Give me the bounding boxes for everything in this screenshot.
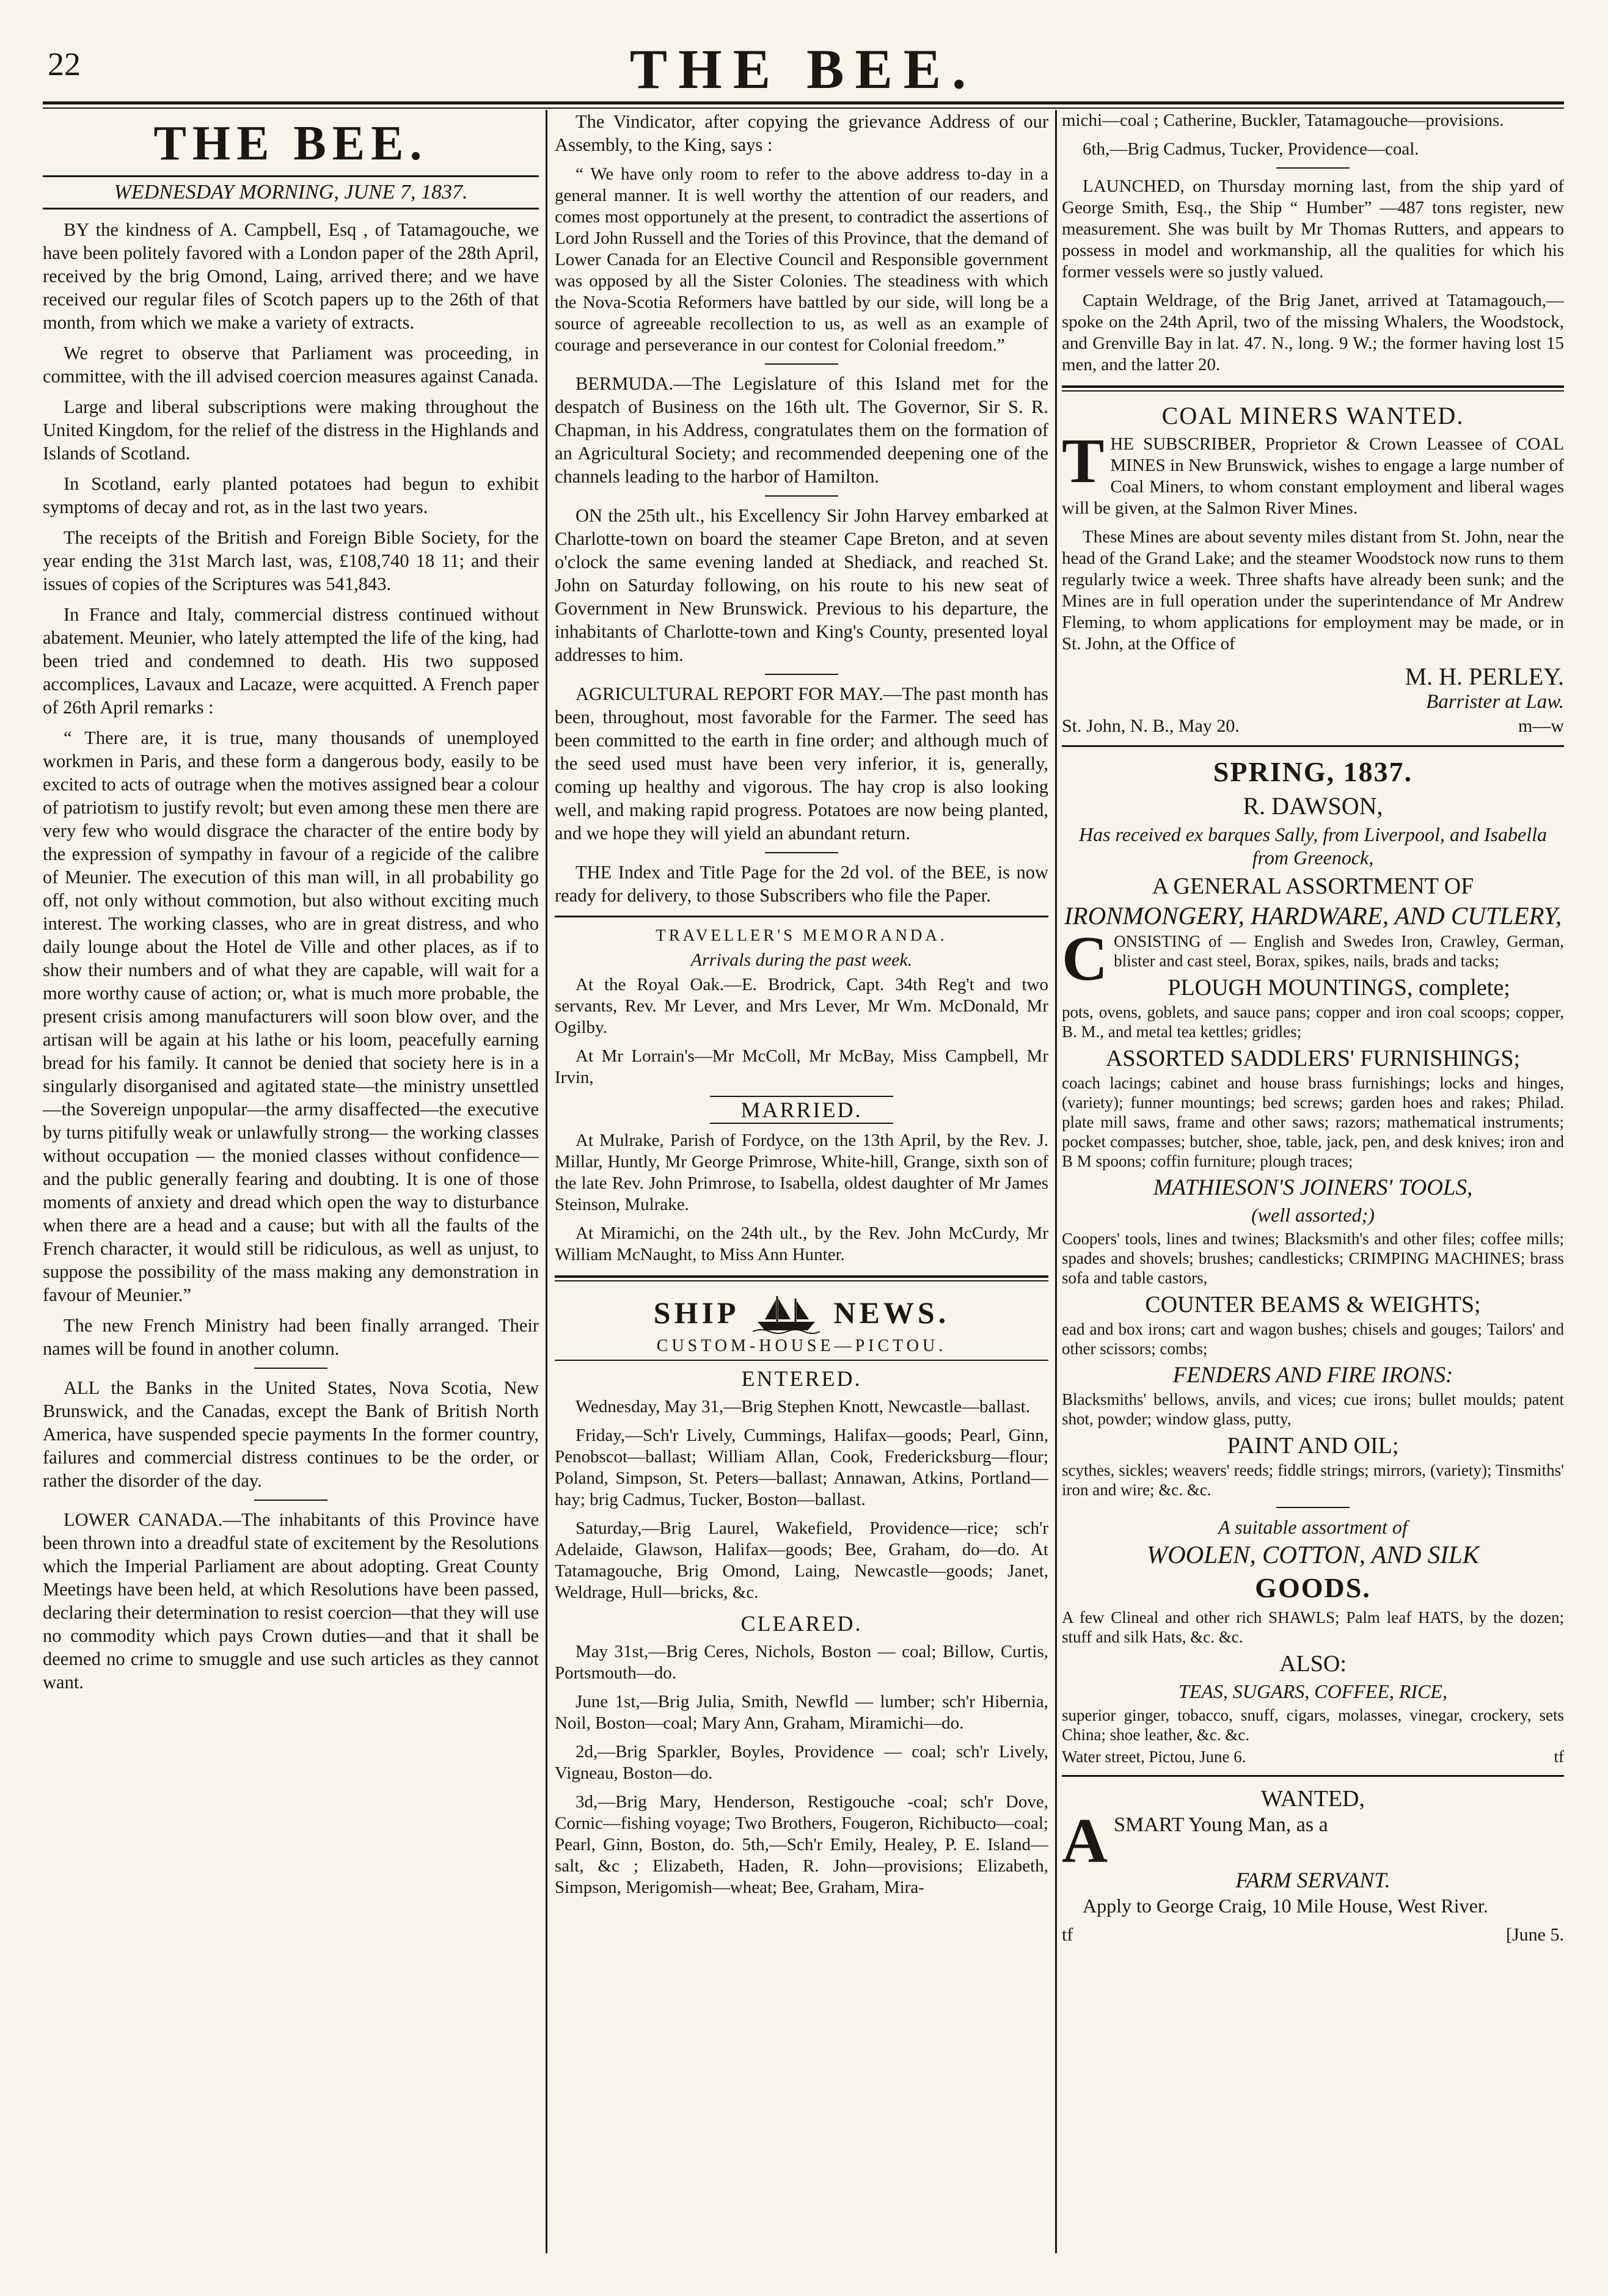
paragraph: In Scotland, early planted potatoes had begun to exhibit symptoms of decay and rot, as in the last two years. [43, 473, 539, 517]
column-3 [1062, 110, 1564, 2253]
lower-canada-paragraph: LOWER CANADA.—The inhabitants of this Province have been thrown into a dreadful state of excitement by the Resolutions which the Imperial Parliament are about adopting. Great County Meetings have been held, at which Resolutions have been passed, declaring their determination to resist coercion—that they will use no commodity which pays Crown duties—and that it shall be deemed no crime to smuggle and use such articles as they cannot want. [43, 1509, 539, 1693]
farm-servant-heading: FARM SERVANT. [1235, 1868, 1391, 1892]
masthead-title: THE BEE. [629, 38, 978, 100]
fenders-heading: FENDERS AND FIRE IRONS: [1172, 1363, 1453, 1388]
assortment-heading: A GENERAL ASSORTMENT OF [1152, 873, 1474, 899]
travellers-entry: At the Royal Oak.—E. Brodrick, Capt. 34th Reg't and two servants, Rev. Mr Lever, and Mrs Lever, Mr Wm. McDonald, Mr Ogilby. [555, 975, 1048, 1037]
rule [1062, 745, 1564, 747]
wanted-text: SMART Young Man, as a [1114, 1813, 1328, 1836]
ad-date: St. John, N. B., May 20. [1062, 716, 1240, 736]
dateline: WEDNESDAY MORNING, JUNE 7, 1837. [43, 175, 539, 210]
indicator-quote: “ We have only room to refer to the above address to-day in a general manner. It is well worthy the attention of our readers, and comes most opportunely at the present, to contradict the assertions of Lord John Russell and the Tories of this Province, that the demand of Lower Canada for an Elective Council and Responsible government was opposed by all the Sister Colonies. The steadiness with which the Nova-Scotia Reformers have battled by our side, will long be a source of agreeable recollection to us, as well as an example of courage and perseverance in our contest for Colonial freedom.” [555, 164, 1048, 355]
item-list: Blacksmiths' bellows, anvils, and vices; cue irons; bullet moulds; patent shot, powder; window glass, putty, [1062, 1390, 1564, 1428]
item-list: coach lacings; cabinet and house brass furnishings; locks and hinges, (variety); funner mountings; bed screws; garden hoes and rakes; Philad. plate mill saws, frame and other saws; razors; mathematical instruments; pocket compasses; butcher, shoe, table, jack, pen, and desk knives; iron and B M spoons; coffin furniture; plough traces; [1062, 1074, 1564, 1170]
woolen-heading: WOOLEN, COTTON, AND SILK [1146, 1540, 1480, 1569]
travellers-entry: At Mr Lorrain's—Mr McColl, Mr McBay, Miss Campbell, Mr Irvin, [555, 1046, 1048, 1087]
launched-paragraph: LAUNCHED, on Thursday morning last, from the ship yard of George Smith, Esq., the Ship “ Humber” —487 tons register, new measurement. She was built by Mr Thomas Rutters, and appears to possess in model and workmanship, all the qualities for which his former vessels were so justly valued. [1062, 177, 1564, 282]
wanted-title: WANTED, [1261, 1786, 1365, 1812]
paragraph: We regret to observe that Parliament was proceeding, in committee, with the ill advised coercion measures against Canada. [43, 343, 539, 387]
paragraph: The receipts of the British and Foreign Bible Society, for the year ending the 31st March last, was, £108,740 18 11; and their issues of copies of the Scriptures was 541,843. [43, 527, 539, 594]
item-list: scythes, sickles; weavers' reeds; fiddle strings; mirrors, (variety); Tinsmiths' iron and wire; &c. &c. [1062, 1461, 1564, 1499]
coal-miners-title: COAL MINERS WANTED. [1161, 402, 1464, 429]
cleared-entry: June 1st,—Brig Julia, Smith, Newfld — lumber; sch'r Hibernia, Noil, Boston—coal; Mary Ann, Graham, Miramichi—do. [555, 1692, 1048, 1733]
ship-news-left: SHIP [653, 1296, 740, 1330]
item-list: Coopers' tools, lines and twines; Blacksmith's and other files; coffee mills; spades and shovels; brushes; candlesticks; CRIMPING MACHINES; brass sofa and table castors, [1062, 1230, 1564, 1287]
separator [765, 674, 838, 675]
ship-news-heading [555, 1291, 1048, 1334]
coal-miners-text: HE SUBSCRIBER, Proprietor & Crown Leassee of COAL MINES in New Brunswick, wishes to engage a large number of Coal Miners, to whom constant employment and liberal wages will be given, at the Salmon River Mines. [1062, 434, 1564, 518]
separator [765, 495, 838, 497]
custom-house-heading: CUSTOM-HOUSE—PICTOU. [555, 1336, 1048, 1361]
entered-entry: Friday,—Sch'r Lively, Cummings, Halifax—goods; Pearl, Ginn, Penobscot—ballast; William Allan, Cook, Fredericksburg—flour; Poland, Simpson, St. Peters—ballast; Annawan, Atkins, Portland—hay; brig Cadmus, Tucker, Boston—ballast. [555, 1426, 1048, 1509]
separator [254, 1500, 327, 1501]
bermuda-paragraph: BERMUDA.—The Legislature of this Island met for the despatch of Business on the 16th ult. The Governor, Sir S. R. Chapman, in his Address, congratulates them on the formation of an Agricultural Society; and recommended deepening one of the channels leading to the harbor of Hamilton. [555, 373, 1048, 487]
ad-date: [June 5. [1506, 1925, 1564, 1945]
separator [765, 852, 838, 853]
entered-entry: Saturday,—Brig Laurel, Wakefield, Providence—rice; sch'r Adelaide, Glawson, Halifax—goods; Bee, Graham, do—do. At Tatamagouche, Brig Omond, Laing, Newcastle—goods; Janet, Weldrage, Hull—bricks, &c. [555, 1518, 1048, 1602]
travellers-subtitle: Arrivals during the past week. [690, 950, 913, 970]
page-number: 22 [48, 46, 81, 82]
rule [555, 916, 1048, 917]
column-divider [546, 110, 547, 2253]
ad-code: tf [1554, 1748, 1564, 1766]
signature: M. H. PERLEY. [1405, 663, 1564, 690]
drop-cap: T [1062, 426, 1105, 496]
separator [765, 363, 838, 365]
joiners-heading: MATHIESON'S JOINERS' TOOLS, [1153, 1175, 1473, 1200]
ship-news-continued: 6th,—Brig Cadmus, Tucker, Providence—coal. [1083, 139, 1419, 159]
ad-code: tf [1062, 1925, 1073, 1945]
entered-title: ENTERED. [741, 1366, 862, 1391]
teas-heading: TEAS, SUGARS, COFFEE, RICE, [1179, 1680, 1447, 1702]
goods-heading: GOODS. [1255, 1572, 1371, 1603]
harvey-paragraph: ON the 25th ult., his Excellency Sir John Harvey embarked at Charlotte-town on board the steamer Cape Breton, and at seven o'clock the same evening landed at Shediack, and reached St. John on Saturday following, on his route to his new seat of Government in New Brunswick. Previous to his departure, the inhabitants of Charlotte-town and King's County, presented loyal addresses to him. [555, 505, 1048, 665]
cleared-entry: 2d,—Brig Sparkler, Boyles, Providence — coal; sch'r Lively, Vigneau, Boston—do. [555, 1742, 1048, 1783]
separator [1276, 167, 1350, 169]
married-title: MARRIED. [710, 1096, 893, 1124]
masthead-rule [43, 101, 1564, 104]
double-rule [555, 1275, 1048, 1281]
coal-miners-text: These Mines are about seventy miles distant from St. John, near the head of the Grand Lake; and the steamer Woodstock now runs to them regularly twice a week. Three shafts have already been sunk; and the Mines are in full operation under the superintendance of Mr Andrew Fleming, to whom applications for employment may be made, or in St. John, at the Office of [1062, 527, 1564, 654]
paragraph: Large and liberal subscriptions were making throughout the United Kingdom, for the relief of the distress in the Highlands and Islands of Scotland. [43, 396, 539, 464]
marriage-notice: At Miramichi, on the 24th ult., by the Rev. John McCurdy, Mr William McNaught, to Miss Ann Hunter. [555, 1223, 1048, 1264]
ship-news-right: NEWS. [833, 1296, 950, 1330]
ad-address: Water street, Pictou, June 6. [1062, 1748, 1246, 1766]
saddlers-heading: ASSORTED SADDLERS' FURNISHINGS; [1105, 1046, 1521, 1071]
cleared-title: CLEARED. [740, 1611, 863, 1636]
merchant-name: R. DAWSON, [1243, 792, 1383, 820]
counter-heading: COUNTER BEAMS & WEIGHTS; [1145, 1292, 1481, 1317]
indicator-intro: The Vindicator, after copying the grievance Address of our Assembly, to the King, says : [555, 111, 1048, 155]
masthead [43, 37, 1564, 104]
travellers-title: TRAVELLER'S MEMORANDA. [656, 926, 948, 944]
item-list: ONSISTING of — English and Swedes Iron, Crawley, German, blister and cast steel, Borax, spikes, nails, brads and tacks; [1114, 932, 1564, 970]
weldrage-paragraph: Captain Weldrage, of the Brig Janet, arrived at Tatamagouch,—spoke on the 24th April, two of the missing Whalers, the Woodstock, and Grenville Bay in lat. 47. N., long. 9 W.; the former having lost 15 men, and the latter 20. [1062, 291, 1564, 374]
banks-paragraph: ALL the Banks in the United States, Nova Scotia, New Brunswick, and the Canadas, except the Bank of British North America, have suspended specie payments In the former country, failures and commercial distress continues to be the order, or rather the disorder of the day. [43, 1377, 539, 1491]
entered-entry: Wednesday, May 31,—Brig Stephen Knott, Newcastle—ballast. [576, 1397, 1030, 1416]
paint-heading: PAINT AND OIL; [1227, 1433, 1399, 1459]
wanted-ad [1062, 1785, 1564, 1945]
agricultural-report: AGRICULTURAL REPORT FOR MAY.—The past month has been, throughout, most favorable for the Farmer. The seed has been committed to the earth in fine order; and although much of the seed used must have been very inferior, it is, generally, coming up healthy and vigorous. The hay crop is also looking well, and making rapid progress. Potatoes are now being planted, and we hope they will yield an abundant return. [555, 683, 1048, 844]
masthead-rule-thin [43, 108, 1564, 109]
dawson-ad [1062, 756, 1564, 1766]
signature-title: Barrister at Law. [1426, 691, 1564, 713]
marriage-notice: At Mulrake, Parish of Fordyce, on the 13th April, by the Rev. J. Millar, Huntly, Mr George Primrose, White-hill, Grange, sixth son of the late Rev. John Primrose, to Isabella, oldest daughter of Mr James Steinson, Mulrake. [555, 1131, 1048, 1214]
paragraph: In France and Italy, commercial distress continued without abatement. Meunier, who lately attempted the life of the king, had been tried and condemned to death. His two supposed accomplices, Lavaux and Lacaze, were acquitted. A French paper of 26th April remarks : [43, 604, 539, 718]
suitable-heading: A suitable assortment of [1218, 1516, 1408, 1538]
drop-cap: A [1062, 1806, 1108, 1876]
double-rule [1062, 385, 1564, 392]
quotation: “ There are, it is true, many thousands of unemployed workmen in Paris, and these form a dangerous body, easily to be excited to acts of outrage when the motives assigned bear a colour of patriotism to justify revolt; but even among these men there are very few who would disgrace the character of the entire body by the expression of sympathy in favour of a regicide of the calibre of Meunier. The execution of this man will, in all probability go off, not only without commotion, but also without exciting much interest. The working classes, who are in great distress, and who daily lounge about the Hotel de Ville and other places, as if to show their numbers and of what they are capable, will wait for a more worthy cause of action; or, what is much more probable, the present crisis among manufacturers will soon blow over, and the artisan will be again at his lathe or his loom, peacefully earning bread for his family. It cannot be denied that society here is in a singularly disorganised and agitated state—the ministry unsettled—the Sovereign unpopular—the army disaffected—the executive by turns pitifully weak or unlawfully strong— the working classes without occupation — the monied classes without confidence—and the public generally fearing and doubting. It is one of those moments of anxiety and dread which open the way to disturbance when there are a head and a cause; but with all the faults of the French character, it would still be ridiculous, as well as unjust, to suppose the possibility of the mass making any demonstration in favour of Meunier.” [43, 727, 539, 1305]
ship-news-continued: michi—coal ; Catherine, Buckler, Tatamagouche—provisions. [1062, 111, 1504, 130]
paragraph: The new French Ministry had been finally arranged. Their names will be found in another column. [43, 1315, 539, 1359]
paragraph: BY the kindness of A. Campbell, Esq , of Tatamagouche, we have been politely favored with a London paper of the 28th April, received by the brig Omond, Laing, arrived there; and we have received our regular files of Scotch papers up to the 26th of that month, from which we make a variety of extracts. [43, 219, 539, 333]
editorial-title: THE BEE. [153, 117, 428, 170]
ship-icon [753, 1291, 820, 1334]
apply-text: Apply to George Craig, 10 Mile House, West River. [1083, 1895, 1488, 1917]
drop-cap: C [1062, 924, 1108, 994]
item-list: ead and box irons; cart and wagon bushes; chisels and gouges; Tailors' and other scissors; combs; [1062, 1320, 1564, 1358]
item-list: pots, ovens, goblets, and sauce pans; copper and iron coal scoops; copper, B. M., and metal tea kettles; gridles; [1062, 1003, 1564, 1041]
plough-heading: PLOUGH MOUNTINGS, complete; [1168, 975, 1510, 1000]
index-notice: THE Index and Title Page for the 2d vol. of the BEE, is now ready for delivery, to those Subscribers who file the Paper. [555, 862, 1048, 906]
separator [1276, 1507, 1350, 1508]
column-divider [1055, 110, 1057, 2253]
cleared-entry: 3d,—Brig Mary, Henderson, Restigouche -coal; sch'r Dove, Cornic—fishing voyage; Two Brothers, Fougeron, Richibucto—coal; Pearl, Ginn, Boston, do. 5th,—Sch'r Emily, Healey, P. E. Island—salt, &c ; Elizabeth, Haden, R. John—provisions; Elizabeth, Simpson, Merigomish—wheat; Bee, Graham, Mira- [555, 1792, 1048, 1897]
shipment-note: Has received ex barques Sally, from Liverpool, and Isabella from Greenock, [1078, 823, 1548, 869]
column-1 [43, 110, 539, 2253]
column-2 [555, 110, 1048, 2253]
ad-code: m—w [1518, 716, 1564, 736]
coal-miners-ad [1062, 401, 1564, 737]
also-heading: ALSO: [1279, 1651, 1347, 1677]
ironmongery-heading: IRONMONGERY, HARDWARE, AND CUTLERY, [1064, 902, 1562, 930]
rule [1062, 1775, 1564, 1777]
item-list: A few Clineal and other rich SHAWLS; Palm leaf HATS, by the dozen; stuff and silk Hats, &c. &c. [1062, 1608, 1564, 1646]
separator [254, 1368, 327, 1369]
item-list: superior ginger, tobacco, snuff, cigars, molasses, vinegar, crockery, sets China; shoe leather, &c. &c. [1062, 1706, 1564, 1744]
joiners-subheading: (well assorted;) [1251, 1204, 1375, 1226]
spring-title: SPRING, 1837. [1213, 756, 1413, 787]
cleared-entry: May 31st,—Brig Ceres, Nichols, Boston — coal; Billow, Curtis, Portsmouth—do. [555, 1642, 1048, 1683]
